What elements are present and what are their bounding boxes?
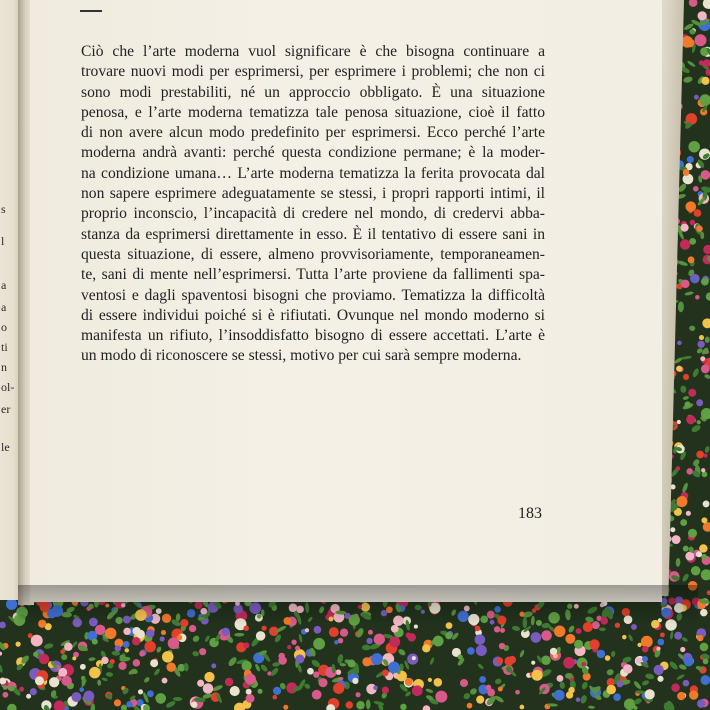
text-line: questa situazione, di essere, almeno provvisoriamente, temporaneamen- <box>81 245 545 263</box>
fabric-flower <box>680 239 691 250</box>
fabric-flower <box>686 511 691 516</box>
fabric-flower <box>701 364 710 373</box>
fabric-flower <box>295 646 300 651</box>
fabric-flower <box>681 280 689 288</box>
fabric-flower <box>405 678 413 686</box>
fabric-flower <box>333 683 344 694</box>
fabric-flower <box>683 374 689 380</box>
fabric-flower <box>368 630 373 635</box>
text-line: non sapere esprimere adeguatamente se stessi, i propri rapporti intimi, il <box>81 185 545 203</box>
fabric-flower <box>287 645 291 649</box>
fabric-flower <box>340 629 348 637</box>
fabric-flower <box>541 655 551 665</box>
fabric-flower <box>162 651 174 663</box>
fabric-flower <box>49 677 59 687</box>
fabric-flower <box>576 697 581 702</box>
fabric-flower <box>246 694 255 703</box>
text-line: te, sani di mente nell’esprimersi. Tutta l’arte proviene da fallimenti spa- <box>81 266 545 284</box>
fabric-flower <box>197 680 204 687</box>
fabric-flower <box>382 670 389 677</box>
fabric-flower <box>676 366 682 372</box>
fabric-flower <box>388 662 400 674</box>
fabric-flower <box>563 657 575 669</box>
fabric-flower <box>565 634 575 644</box>
fabric-flower <box>382 686 389 693</box>
fabric-flower <box>273 687 281 695</box>
fabric-flower <box>412 685 423 696</box>
fabric-flower <box>633 706 637 710</box>
text-line: Ciò che l’arte moderna vuol significare è che bisogna continuare a <box>81 43 545 60</box>
fabric-flower <box>123 628 130 635</box>
fabric-flower <box>554 626 566 638</box>
fabric-flower <box>458 654 463 659</box>
fabric-flower <box>697 699 705 707</box>
left-page-fragment: s <box>1 202 6 216</box>
fabric-flower <box>623 664 632 673</box>
fabric-flower <box>155 693 166 704</box>
fabric-flower <box>225 678 233 686</box>
fabric-flower <box>686 468 692 474</box>
fabric-flower <box>701 278 709 286</box>
fabric-flower <box>691 278 696 283</box>
fabric-flower <box>683 169 690 176</box>
fabric-flower <box>434 678 443 687</box>
fabric-flower <box>199 648 206 655</box>
fabric-flower <box>391 625 399 633</box>
fabric-flower <box>58 668 67 677</box>
fabric-flower <box>494 626 500 632</box>
fabric-flower <box>581 662 586 667</box>
fabric-flower <box>589 639 599 649</box>
fabric-flower <box>684 657 694 667</box>
left-page-fragment: n <box>1 360 7 374</box>
fabric-flower <box>305 628 309 632</box>
fabric-flower <box>92 639 98 645</box>
fabric-flower <box>35 676 44 685</box>
fabric-flower <box>550 648 557 655</box>
fabric-flower <box>362 657 371 666</box>
fabric-flower <box>613 693 621 701</box>
fabric-flower <box>162 678 168 684</box>
fabric-flower <box>606 685 616 695</box>
fabric-flower <box>696 451 704 459</box>
text-line: un modo di riconoscere se stessi, motivo per cui sarà sempre moderna. <box>81 347 522 365</box>
fabric-flower <box>479 676 486 683</box>
fabric-flower <box>144 641 156 653</box>
fabric-flower <box>695 34 707 46</box>
fabric-flower <box>334 640 338 644</box>
fabric-flower <box>245 674 256 685</box>
fabric-flower <box>230 686 240 696</box>
fabric-flower <box>674 632 682 640</box>
left-page-fragment: l <box>1 234 5 248</box>
fabric-flower <box>530 632 541 643</box>
fabric-flower <box>389 636 400 647</box>
fabric-flower <box>557 675 564 682</box>
fabric-flower <box>146 629 154 637</box>
fabric-flower <box>166 662 176 672</box>
fabric-flower <box>123 641 130 648</box>
fabric-flower <box>660 632 665 637</box>
fabric-flower <box>400 704 407 710</box>
text-line: ventosi e dagli spaventosi bisogni che proviamo. Tematizza la difficoltà <box>81 286 545 304</box>
fabric-flower <box>699 335 704 340</box>
fabric-flower <box>498 686 503 691</box>
fabric-flower <box>319 678 328 687</box>
header-rule <box>80 10 102 12</box>
fabric-flower <box>136 630 145 639</box>
page-paragraph <box>81 42 545 367</box>
fabric-leaf <box>678 301 684 312</box>
fabric-flower <box>681 224 689 232</box>
fabric-flower <box>433 636 444 647</box>
fabric-flower <box>28 633 33 638</box>
fabric-flower <box>118 662 126 670</box>
fabric-flower <box>515 690 520 695</box>
fabric-flower <box>486 685 492 691</box>
fabric-flower <box>283 705 288 710</box>
fabric-flower <box>688 256 695 263</box>
fabric-flower <box>139 651 145 657</box>
fabric-flower <box>2 692 8 698</box>
text-line: manifesta un rifiuto, l’insoddisfatto bisogno di essere accettati. L’arte è <box>81 327 545 345</box>
fabric-flower <box>348 660 356 668</box>
fabric-flower <box>160 636 165 641</box>
fabric-flower <box>278 656 287 665</box>
fabric-flower <box>272 695 277 700</box>
fabric-flower <box>132 637 140 645</box>
fabric-flower <box>95 625 106 636</box>
fabric-flower <box>696 551 702 557</box>
fabric-flower <box>697 420 701 424</box>
text-line: trovare nuovi modi per esprimersi, per esprimere i problemi; che non ci <box>81 63 545 81</box>
fabric-flower <box>467 647 475 655</box>
fabric-flower <box>33 652 38 657</box>
fabric-flower <box>701 77 709 85</box>
fabric-flower <box>697 635 703 641</box>
fabric-flower <box>329 627 339 637</box>
fabric-flower <box>476 696 484 704</box>
fabric-flower <box>374 634 385 645</box>
page-number: 183 <box>518 505 542 522</box>
fabric-flower <box>574 640 583 649</box>
fabric-flower <box>30 688 37 695</box>
fabric-flower <box>242 661 252 671</box>
fabric-flower <box>702 471 708 477</box>
fabric-flower <box>687 156 694 163</box>
fabric-flower <box>476 645 487 656</box>
fabric-flower <box>676 496 687 507</box>
fabric-flower <box>373 685 378 690</box>
fabric-flower <box>701 468 705 472</box>
fabric-flower <box>203 683 214 694</box>
fabric-flower <box>475 626 481 632</box>
fabric-flower <box>703 453 707 457</box>
fabric-flower <box>435 691 447 703</box>
fabric-flower <box>313 671 319 677</box>
fabric-flower <box>680 647 685 652</box>
fabric-flower <box>688 529 697 538</box>
fabric-flower <box>460 679 468 687</box>
fabric-flower <box>693 186 699 192</box>
fabric-flower <box>307 668 314 675</box>
fabric-flower <box>700 609 708 617</box>
fabric-flower <box>177 635 183 641</box>
fabric-flower <box>690 220 695 225</box>
fabric-flower <box>412 656 416 660</box>
fabric-flower <box>541 630 552 641</box>
fabric-flower <box>422 644 430 652</box>
fabric-flower <box>685 201 696 212</box>
fabric-flower <box>532 670 543 681</box>
fabric-flower <box>313 638 325 650</box>
fabric-flower <box>703 500 710 507</box>
fabric-flower <box>657 676 663 682</box>
fabric-flower <box>114 699 121 706</box>
fabric-flower <box>520 705 525 710</box>
fabric-flower <box>641 636 653 648</box>
fabric-flower <box>703 659 709 665</box>
fabric-flower <box>700 356 705 361</box>
text-line: stanza da esprimersi direttamente in esso. È il tentativo di essere sani in <box>81 225 545 243</box>
fabric-flower <box>71 692 81 702</box>
fabric-flower <box>72 656 76 660</box>
fabric-flower <box>60 650 65 655</box>
fabric-flower <box>314 626 322 634</box>
fabric-flower <box>26 694 31 699</box>
fabric-flower <box>246 689 252 695</box>
fabric-flower <box>338 638 344 644</box>
book-shadow <box>18 585 698 625</box>
fabric-flower <box>16 642 21 647</box>
fabric-flower <box>366 638 372 644</box>
fabric-flower <box>617 681 624 688</box>
fabric-flower <box>64 642 72 650</box>
fabric-flower <box>695 295 700 300</box>
fabric-flower <box>677 420 681 424</box>
fabric-flower <box>147 690 154 697</box>
fabric-flower <box>83 691 94 702</box>
fabric-flower <box>161 630 166 635</box>
fabric-flower <box>3 685 8 690</box>
fabric-flower <box>677 341 682 346</box>
fabric-flower <box>346 701 353 708</box>
fabric-flower <box>291 640 296 645</box>
fabric-flower <box>244 625 249 630</box>
fabric-flower <box>622 635 627 640</box>
fabric-flower <box>467 703 473 709</box>
fabric-flower <box>414 625 418 629</box>
text-line: moderna andrà avanti: perché questa condizione permane; è la moder- <box>81 144 545 162</box>
fabric-flower <box>496 657 503 664</box>
fabric-flower <box>701 517 707 523</box>
fabric-flower <box>126 701 132 707</box>
fabric-flower <box>39 654 49 664</box>
fabric-flower <box>694 209 702 217</box>
fabric-flower <box>499 643 505 649</box>
fabric-flower <box>312 690 322 700</box>
fabric-flower <box>684 401 690 407</box>
fabric-flower <box>697 11 706 20</box>
fabric-flower <box>694 95 699 100</box>
text-line: di essere individui poiché si è rifiutati. Ovunque nel mondo moderno si <box>81 306 545 324</box>
fabric-flower <box>697 341 704 348</box>
left-page-fragment: le <box>1 440 10 454</box>
text-line: proprio inconscio, l’incapacità di credere nel mondo, di credervi abba- <box>81 205 545 223</box>
left-page-fragment: ti <box>1 340 8 354</box>
fabric-flower <box>133 659 140 666</box>
fabric-flower <box>597 650 605 658</box>
fabric-flower <box>258 689 263 694</box>
fabric-flower <box>685 552 694 561</box>
fabric-flower <box>211 663 216 668</box>
left-page-fragment: er <box>1 402 11 416</box>
fabric-flower <box>531 661 535 665</box>
fabric-flower <box>657 639 664 646</box>
fabric-flower <box>566 691 573 698</box>
fabric-flower <box>688 389 696 397</box>
fabric-flower <box>700 643 709 652</box>
fabric-flower <box>670 527 675 532</box>
text-line: na condizione umana… L’arte moderna tematizza la ferita provocata dal <box>81 164 545 182</box>
fabric-flower <box>637 643 641 647</box>
left-page-fragment: o <box>1 320 7 334</box>
fabric-flower <box>356 701 364 709</box>
fabric-flower <box>554 690 565 701</box>
fabric-flower <box>696 399 703 406</box>
fabric-flower <box>222 628 230 636</box>
text-line: penosa, e l’arte moderna tematizza tale penosa situazione, cioè il fatto <box>81 103 545 121</box>
text-line: sono modi prestabiliti, né un approccio obbligato. È una situazione <box>81 83 545 101</box>
left-page-fragment: a <box>1 300 7 314</box>
fabric-flower <box>105 628 116 639</box>
fabric-flower <box>115 645 121 651</box>
fabric-flower <box>6 599 17 610</box>
fabric-flower <box>672 535 681 544</box>
fabric-flower <box>80 664 86 670</box>
fabric-flower <box>125 648 129 652</box>
fabric-flower <box>406 632 412 638</box>
fabric-leaf <box>362 645 371 651</box>
fabric-flower <box>681 36 693 48</box>
fabric-flower <box>189 625 196 632</box>
fabric-flower <box>699 544 707 552</box>
fabric-flower <box>701 554 707 560</box>
fabric-flower <box>79 687 84 692</box>
fabric-flower <box>243 642 249 648</box>
fabric-flower <box>656 647 660 651</box>
fabric-flower <box>256 631 266 641</box>
fabric-flower <box>428 678 432 682</box>
fabric-flower <box>191 702 197 708</box>
fabric-flower <box>701 170 710 180</box>
fabric-flower <box>654 665 664 675</box>
fabric-flower <box>688 141 700 153</box>
fabric-flower <box>262 626 267 631</box>
fabric-flower <box>683 546 689 552</box>
fabric-flower <box>204 672 214 682</box>
fabric-flower <box>691 566 701 576</box>
fabric-flower <box>642 646 649 653</box>
fabric-flower <box>445 632 452 639</box>
fabric-flower <box>686 415 695 424</box>
fabric-flower <box>677 692 685 700</box>
fabric-flower <box>700 675 710 685</box>
fabric-flower <box>352 678 358 684</box>
fabric-flower <box>150 659 158 667</box>
fabric-flower <box>605 655 611 661</box>
fabric-flower <box>89 667 100 678</box>
fabric-flower <box>504 657 513 666</box>
fabric-flower <box>689 690 698 699</box>
left-page-fragment: a <box>1 278 7 292</box>
fabric-flower <box>336 669 341 674</box>
fabric-flower <box>19 687 24 692</box>
fabric-flower <box>680 519 687 526</box>
fabric-flower <box>683 680 690 687</box>
fabric-flower <box>371 653 383 665</box>
fabric-flower <box>62 676 72 686</box>
fabric-flower <box>355 692 360 697</box>
fabric-flower <box>475 634 486 645</box>
text-line: di non avere alcun modo predefinito per esprimersi. Ecco perché l’arte <box>81 124 545 142</box>
fabric-flower <box>676 466 680 470</box>
fabric-flower <box>295 654 304 663</box>
left-page-fragment: ol- <box>1 380 15 394</box>
fabric-flower <box>500 628 505 633</box>
fabric-flower <box>645 689 655 699</box>
fabric-flower <box>8 685 14 691</box>
fabric-flower <box>671 683 680 692</box>
fabric-flower <box>699 60 704 65</box>
fabric-flower <box>576 628 582 634</box>
fabric-flower <box>696 225 703 232</box>
fabric-flower <box>138 689 143 694</box>
